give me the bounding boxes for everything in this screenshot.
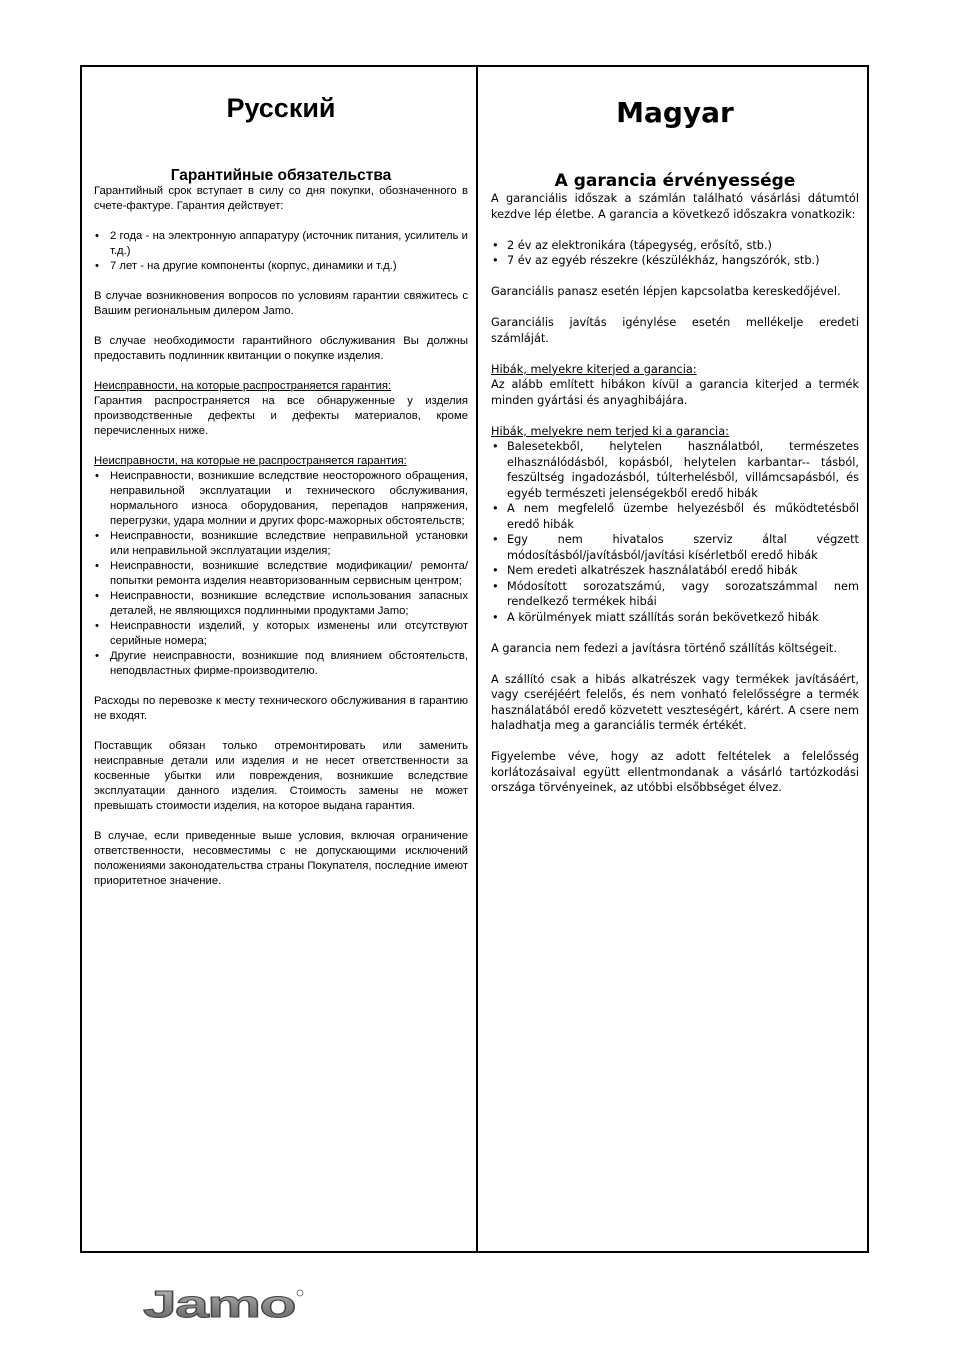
warranty-frame	[80, 65, 869, 1253]
russian-intro: Гарантийный срок вступает в силу со дня покупки, обозначенного в счете-фактуре. Гарантия действует:	[94, 185, 468, 212]
list-item: • A nem megfelelő üzembe helyezésből és működtetésből eredő hibák	[491, 501, 859, 532]
list-item: • 7 év az egyéb részekre (készülékház, hangszórók, stb.)	[491, 253, 859, 269]
russian-covered-title: Неисправности, на которые распространяется гарантия:	[94, 380, 392, 392]
hungarian-covered-title: Hibák, melyekre kiterjed a garancia:	[491, 362, 697, 376]
list-item: • Неисправности, возникшие вследствие неправильной установки или неправильной эксплуатации изделия;	[94, 529, 468, 559]
hungarian-law: Figyelembe véve, hogy az adott feltételek a felelősség korlátozásaival együtt ellentmondanak a vásárló tartózkodási országa törvényeinek, az utóbbi elsőbbséget élvez.	[491, 750, 859, 794]
list-item: • Nem eredeti alkatrészek használatából eredő hibák	[491, 563, 859, 579]
russian-transport: Расходы по перевозке к месту технического обслуживания в гарантию не входят.	[94, 695, 468, 722]
list-item: • Другие неисправности, возникшие под влиянием обстоятельств, неподвластных фирме-производителю.	[94, 649, 468, 679]
list-item: • Неисправности изделий, у которых изменены или отсутствуют серийные номера;	[94, 619, 468, 649]
list-item: • Неисправности, возникшие вследствие модификации/ ремонта/попытки ремонта изделия неавторизованным сервисным центром;	[94, 559, 468, 589]
hungarian-terms-list	[491, 238, 859, 269]
russian-title: Русский	[226, 93, 336, 123]
list-item: • Неисправности, возникшие вследствие неосторожного обращения, неправильной эксплуатации и технического обслуживания, нормального износа оборудования, перепадов напряжения, перегрузки, удара молнии и других форс-мажорных обстоятельств;	[94, 469, 468, 529]
hungarian-contact: Garanciális panasz esetén lépjen kapcsolatba kereskedőjével.	[491, 285, 841, 298]
russian-liability: Поставщик обязан только отремонтировать или заменить неисправные детали или изделия и не несет ответственности за косвенные убытки или повреждения, возникшие вследствие эксплуатации данного изделия. Стоимость замены не может превышать стоимости изделия, на которое выдана гарантия.	[94, 740, 468, 812]
list-item: • Módosított sorozatszámú, vagy sorozatszámmal nem rendelkező termékek hibái	[491, 579, 859, 610]
hungarian-not-covered-list	[491, 439, 859, 625]
hungarian-heading: A garancia érvényessége	[554, 171, 796, 191]
russian-not-covered-title: Неисправности, на которые не распространяется гарантия:	[94, 455, 407, 467]
russian-covered-text: Гарантия распространяется на все обнаруженные у изделия производственные дефекты и дефекты материалов, кроме перечисленных ниже.	[94, 395, 468, 437]
jamo-logo	[143, 1285, 305, 1325]
hungarian-receipt: Garanciális javítás igénylése esetén mellékelje eredeti számláját.	[491, 316, 859, 345]
list-item: • 2 года - на электронную аппаратуру (источник питания, усилитель и т.д.)	[94, 229, 468, 259]
hungarian-transport: A garancia nem fedezi a javításra történő szállítás költségeit.	[491, 641, 837, 655]
list-item: • 2 év az elektronikára (tápegység, erősítő, stb.)	[491, 238, 859, 254]
list-item: • Неисправности, возникшие вследствие использования запасных деталей, не являющихся подлинными продуктами Jamo;	[94, 589, 468, 619]
hungarian-column	[478, 67, 869, 1251]
hungarian-title: Magyar	[616, 96, 734, 129]
hungarian-liability: A szállító csak a hibás alkatrészek vagy termékek javításáért, vagy cseréjéért felelős, és nem vonható felelősségre a termék használatából eredő közvetett veszteségért, kárért. A csere nem haladhatja meg a garanciális termék értékét.	[491, 672, 859, 732]
russian-contact: В случае возникновения вопросов по условиям гарантии свяжитесь с Вашим региональным дилером Jamo.	[94, 290, 468, 317]
russian-heading: Гарантийные обязательства	[170, 167, 392, 184]
russian-terms-list	[94, 229, 468, 274]
russian-not-covered-list	[94, 469, 468, 679]
logo-wordmark: Jamo	[143, 1285, 295, 1325]
hungarian-not-covered-title: Hibák, melyekre nem terjed ki a garancia:	[491, 424, 729, 438]
list-item: • A körülmények miatt szállítás során bekövetkező hibák	[491, 610, 859, 626]
list-item: • Egy nem hivatalos szerviz által végzett módosításból/javításból/javítási kísérletből eredő hibák	[491, 532, 859, 563]
russian-law: В случае, если приведенные выше условия, включая ограничение ответственности, несовместимы с не допускающими исключений положениями законодательства страны Покупателя, последние имеют приоритетное значение.	[94, 830, 468, 887]
russian-receipt: В случае необходимости гарантийного обслуживания Вы должны предоставить подлинник квитанции о покупке изделия.	[94, 335, 468, 362]
list-item: • Balesetekből, helytelen használatból, természetes elhasználódásból, kopásból, helytelen karbantar-- tásból, feszültség ingadozásból, túlterhelésből, villámcsapásból, és egyéb természeti jelenségekből eredő hibák	[491, 439, 859, 501]
russian-column	[82, 67, 476, 1251]
hungarian-covered-text: Az alább említett hibákon kívül a garancia kiterjed a termék minden gyártási és anyaghibájára.	[491, 378, 859, 407]
hungarian-intro: A garanciális időszak a számlán található vásárlási dátumtól kezdve lép életbe. A garancia a következő időszakra vonatkozik:	[491, 192, 859, 221]
list-item: • 7 лет - на другие компоненты (корпус, динамики и т.д.)	[94, 259, 468, 274]
registered-mark-icon	[297, 1290, 303, 1296]
